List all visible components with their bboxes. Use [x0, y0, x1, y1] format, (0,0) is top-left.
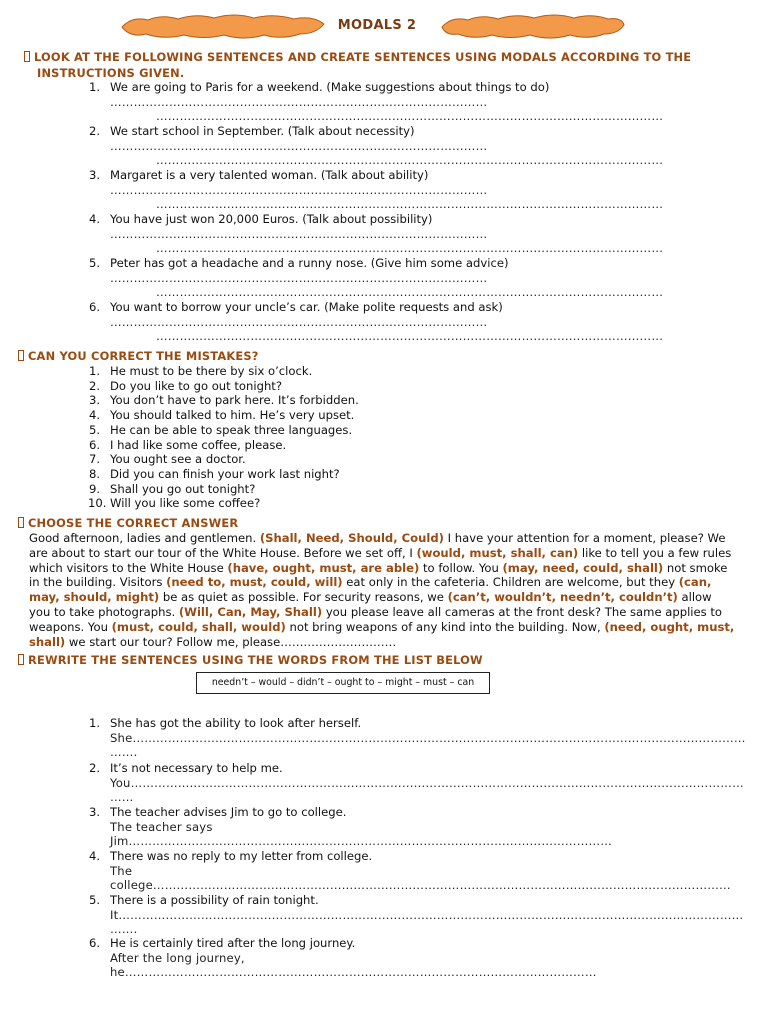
section2-heading: CAN YOU CORRECT THE MISTAKES? [18, 349, 259, 363]
exercise-item [88, 256, 744, 300]
item-text: We start school in September. (Talk about necessity) [110, 124, 415, 138]
item-text: We are going to Paris for a weekend. (Make suggestions about things to do) [110, 80, 550, 94]
item-text: The teacher advises Jim to go to college. [110, 805, 347, 819]
paragraph-text: you please leave all cameras at the front desk? The same applies to weapons. You [29, 604, 723, 634]
answer-line[interactable]: Jim…………………………………………………………………………………………………………… [110, 834, 613, 848]
item-number: 4. [88, 408, 100, 423]
answer-line[interactable]: ………………………………………………………………………………………………………………… [156, 109, 664, 123]
item-number: 1. [88, 716, 100, 730]
item-text: Peter has got a headache and a runny nose. (Give him some advice) [110, 256, 509, 270]
answer-line[interactable]: …………………………………………………………………………………… [110, 139, 488, 153]
mistake-item [88, 364, 744, 379]
item-text: You ought see a doctor. [110, 452, 246, 467]
item-number: 4. [88, 849, 100, 863]
section-bullet-icon [18, 654, 24, 665]
item-text: There was no reply to my letter from college. [110, 849, 373, 863]
item-text: He is certainly tired after the long journey. [110, 936, 356, 950]
answer-line[interactable]: ………………………………………………………………………………………………………………… [156, 197, 664, 211]
answer-line[interactable]: …………………………………………………………………………………… [110, 227, 488, 241]
left-ornament-icon [118, 12, 328, 42]
rewrite-item [88, 936, 744, 980]
section1-heading: LOOK AT THE FOLLOWING SENTENCES AND CREATE SENTENCES USING MODALS ACCORDING TO THE [24, 50, 691, 64]
answer-line[interactable]: The teacher says [110, 820, 213, 834]
answer-line[interactable]: college………………………………………………………………………………………………………………………………… [110, 878, 731, 892]
answer-line[interactable]: You………………………………………………………………………………………………………………………………………… [110, 776, 744, 790]
paragraph-text: we start our tour? Follow me, please………………………… [65, 634, 397, 649]
item-number: 9. [88, 481, 100, 496]
item-text: You have just won 20,000 Euros. (Talk about possibility) [110, 212, 433, 226]
option-group: (need to, must, could, will) [166, 575, 343, 590]
item-number: 3. [88, 393, 100, 408]
item-text: You want to borrow your uncle’s car. (Make polite requests and ask) [110, 300, 503, 314]
paragraph-text: allow you to take photographs. [29, 590, 712, 619]
mistake-item [88, 452, 744, 467]
answer-line[interactable]: After the long journey, [110, 951, 245, 965]
exercise-item [88, 300, 744, 344]
item-text: He must to be there by six o’clock. [110, 364, 313, 378]
rewrite-item [88, 761, 744, 805]
item-number: 2. [88, 378, 100, 393]
tour-paragraph [29, 531, 735, 649]
section-bullet-icon [18, 350, 24, 361]
option-group: (must, could, shall, would) [111, 619, 286, 634]
paragraph-text: not smoke in the building. Visitors [29, 560, 728, 590]
item-text: It’s not necessary to help me. [110, 761, 283, 775]
rewrite-item [88, 893, 744, 937]
section4-heading: REWRITE THE SENTENCES USING THE WORDS FROM THE LIST BELOW [18, 653, 483, 667]
mistake-item [88, 393, 744, 408]
item-number: 2. [88, 761, 100, 775]
item-text: Will you like some coffee? [110, 496, 261, 511]
answer-line[interactable]: The [110, 864, 133, 878]
exercise-item [88, 212, 744, 256]
item-text: You should talked to him. He’s very upset. [110, 408, 355, 423]
answer-line[interactable]: …………………………………………………………………………………… [110, 95, 488, 109]
answer-line[interactable]: he………………………………………………………………………………………………………… [110, 965, 597, 979]
option-group: (Will, Can, May, Shall) [178, 604, 323, 619]
answer-line[interactable]: ……. [110, 745, 138, 759]
answer-line[interactable]: ………………………………………………………………………………………………………………… [156, 329, 664, 343]
item-number: 3. [88, 805, 100, 819]
item-text: Do you like to go out tonight? [110, 378, 283, 393]
item-number: 5. [88, 422, 100, 437]
exercise-item [88, 80, 744, 124]
item-number: 1. [88, 80, 100, 94]
mistake-item [88, 482, 744, 497]
item-number: 3. [88, 168, 100, 182]
answer-line[interactable]: …… [110, 790, 134, 804]
rewrite-item [88, 805, 744, 849]
section1-heading-cont: INSTRUCTIONS GIVEN. [37, 66, 185, 80]
answer-line[interactable]: She………………………………………………………………………………………………………………………………………… [110, 731, 746, 745]
answer-line[interactable]: ………………………………………………………………………………………………………………… [156, 285, 664, 299]
paragraph-text: like to tell you a few rules which visitors to the White House [29, 545, 732, 575]
item-text: Did you can finish your work last night? [110, 466, 340, 481]
section3-heading: CHOOSE THE CORRECT ANSWER [18, 516, 238, 530]
item-number: 10. [88, 496, 107, 511]
paragraph-text: to follow. You [419, 560, 503, 575]
exercise-item [88, 168, 744, 212]
paragraph-text: I have your attention for a moment, please? We are about to start our tour of the White House. Before we set off, I [29, 531, 726, 560]
mistake-item [88, 467, 744, 482]
item-number: 6. [88, 300, 100, 314]
answer-line[interactable]: …………………………………………………………………………………… [110, 315, 488, 329]
rewrite-item [88, 849, 744, 893]
paragraph-text: be as quiet as possible. For security reasons, we [159, 590, 448, 605]
mistake-item [88, 438, 744, 453]
paragraph-text: not bring weapons of any kind into the building. Now, [285, 619, 605, 634]
mistake-item [88, 379, 744, 394]
answer-line[interactable]: ………………………………………………………………………………………………………………… [156, 153, 664, 167]
item-number: 6. [88, 437, 100, 452]
rewrite-item [88, 716, 744, 760]
answer-line[interactable]: It…………………………………………………………………………………………………………………………………………… [110, 908, 744, 922]
title-banner [0, 8, 768, 42]
answer-line[interactable]: …………………………………………………………………………………… [110, 271, 488, 285]
option-group: (Shall, Need, Should, Could) [259, 531, 444, 545]
item-number: 5. [88, 256, 100, 270]
option-group: (can’t, wouldn’t, needn’t, couldn’t) [447, 590, 678, 605]
item-text: Margaret is a very talented woman. (Talk about ability) [110, 168, 429, 182]
item-number: 7. [88, 452, 100, 467]
item-text: She has got the ability to look after herself. [110, 716, 362, 730]
mistake-item [88, 496, 744, 511]
item-text: You don’t have to park here. It’s forbidden. [110, 393, 359, 408]
answer-line[interactable]: ………………………………………………………………………………………………………………… [156, 241, 664, 255]
right-ornament-icon [438, 12, 628, 42]
section-bullet-icon [24, 51, 30, 62]
option-group: (can, may, should, might) [29, 575, 712, 605]
item-text: He can be able to speak three languages. [110, 422, 353, 437]
section-bullet-icon [18, 517, 24, 528]
option-group: (need, ought, must, shall) [29, 619, 735, 649]
exercise-item [88, 124, 744, 168]
item-text: I had like some coffee, please. [110, 437, 287, 452]
item-text: Shall you go out tonight? [110, 481, 256, 496]
item-text: There is a possibility of rain tonight. [110, 893, 319, 907]
item-number: 5. [88, 893, 100, 907]
option-group: (would, must, shall, can) [416, 545, 579, 560]
item-number: 8. [88, 466, 100, 481]
option-group: (may, need, could, shall) [502, 560, 664, 575]
item-number: 2. [88, 124, 100, 138]
option-group: (have, ought, must, are able) [227, 560, 420, 575]
item-number: 4. [88, 212, 100, 226]
paragraph-text: Good afternoon, ladies and gentlemen. [29, 531, 260, 545]
mistake-item [88, 408, 744, 423]
answer-line[interactable]: …………………………………………………………………………………… [110, 183, 488, 197]
paragraph-text: eat only in the cafeteria. Children are welcome, but they [342, 575, 679, 590]
page-title: MODALS 2 [337, 18, 417, 33]
item-number: 1. [88, 364, 100, 378]
mistake-item [88, 423, 744, 438]
item-number: 6. [88, 936, 100, 950]
answer-line[interactable]: ……. [110, 922, 138, 936]
word-list-box: needn’t – would – didn’t – ought to – might – must – can [196, 672, 490, 694]
